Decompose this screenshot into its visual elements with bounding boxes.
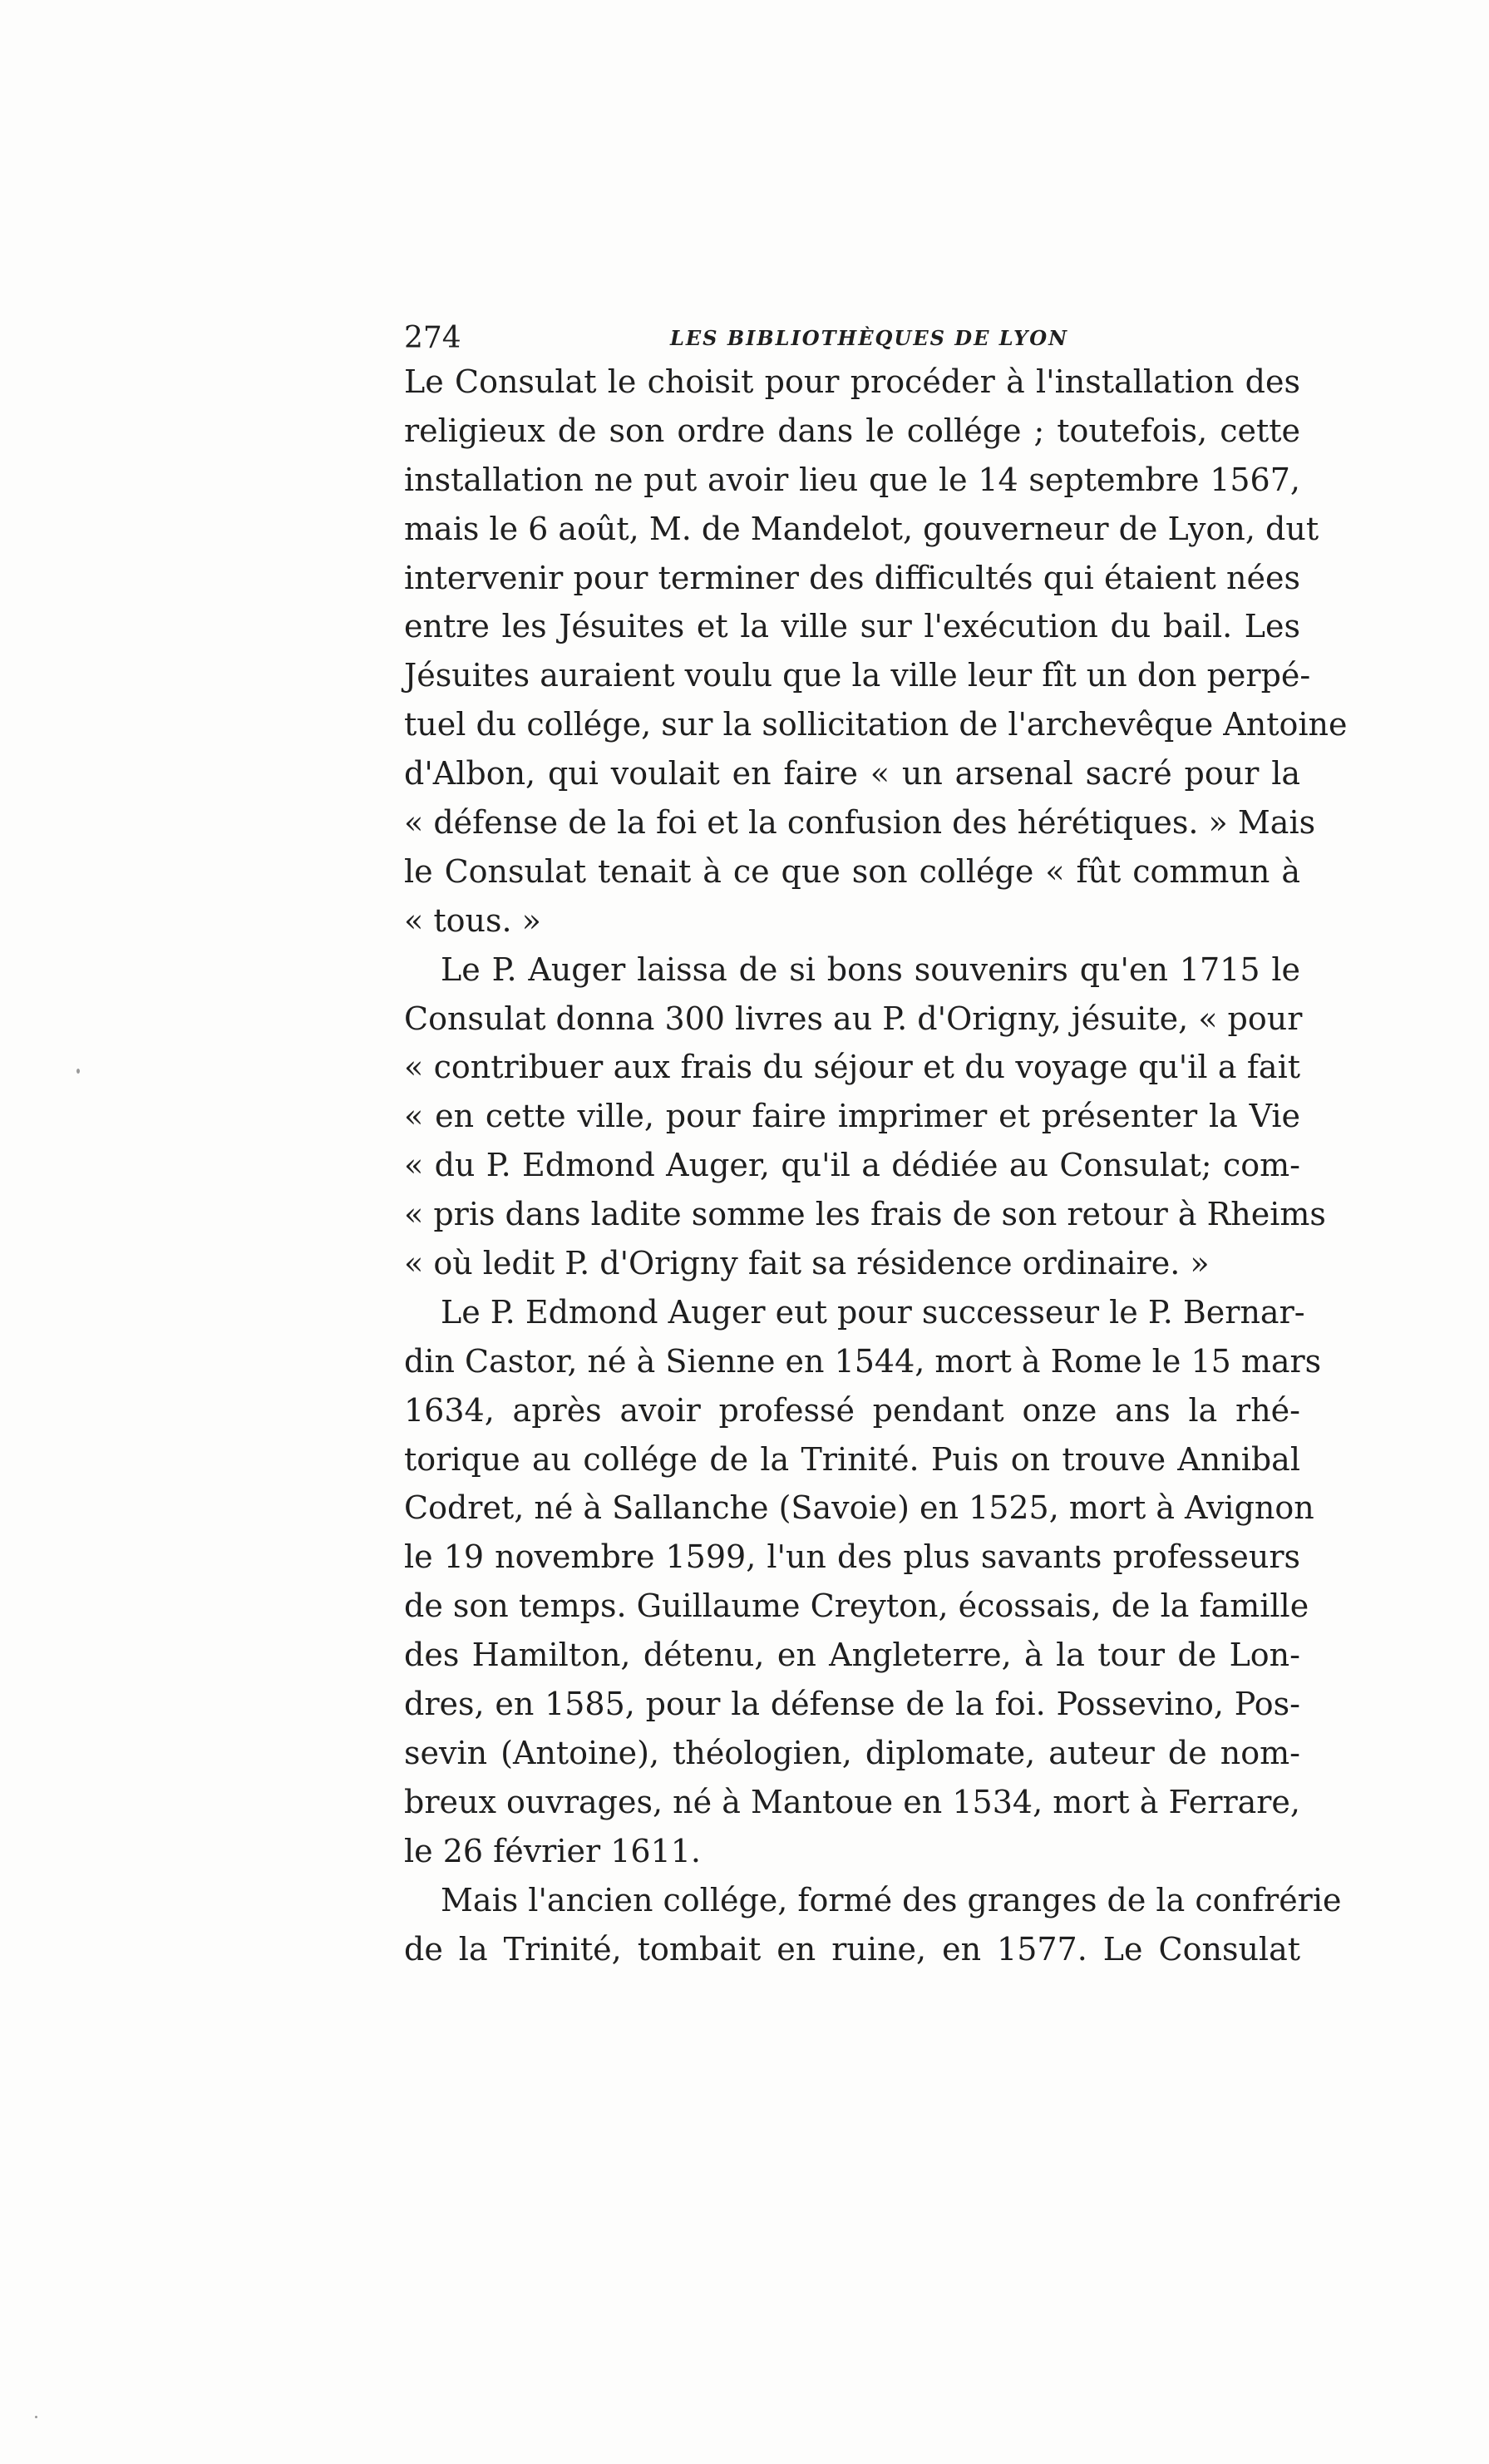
text-line: « en cette ville, pour faire imprimer et présenter la Vie	[404, 1098, 1300, 1135]
scan-speck	[35, 2416, 37, 2418]
paragraph	[404, 358, 1348, 946]
text-line: Le P. Edmond Auger eut pour successeur le P. Bernar-	[441, 1293, 1305, 1331]
text-line: « tous. »	[404, 901, 541, 939]
text-line: religieux de son ordre dans le collége ; toutefois, cette	[404, 412, 1300, 449]
text-line: le Consulat tenait à ce que son collége « fût commun à	[404, 852, 1300, 890]
running-title: LES BIBLIOTHÈQUES DE LYON	[670, 326, 1069, 350]
text-line: installation ne put avoir lieu que le 14 septembre 1567,	[404, 461, 1300, 498]
text-line: « du P. Edmond Auger, qu'il a dédiée au Consulat; com-	[404, 1147, 1300, 1184]
text-line: din Castor, né à Sienne en 1544, mort à Rome le 15 mars	[404, 1342, 1322, 1380]
text-line: entre les Jésuites et la ville sur l'exécution du bail. Les	[404, 608, 1300, 645]
text-line: Consulat donna 300 livres au P. d'Origny, jésuite, « pour	[404, 1000, 1303, 1037]
text-line: « pris dans ladite somme les frais de son retour à Rheims	[404, 1196, 1326, 1233]
page-number: 274	[404, 321, 461, 355]
text-line: de la Trinité, tombait en ruine, en 1577. Le Consulat	[404, 1930, 1300, 1968]
text-line: torique au collége de la Trinité. Puis on trouve Annibal	[404, 1440, 1300, 1478]
text-line: « défense de la foi et la confusion des hérétiques. » Mais	[404, 804, 1316, 842]
text-line: des Hamilton, détenu, en Angleterre, à la tour de Lon-	[404, 1637, 1300, 1674]
paragraph	[404, 1876, 1342, 1974]
scan-speck	[76, 1069, 80, 1074]
text-line: Le Consulat le choisit pour procéder à l'installation des	[404, 363, 1300, 400]
text-line: de son temps. Guillaume Creyton, écossais, de la famille	[404, 1588, 1309, 1625]
text-line: Codret, né à Sallanche (Savoie) en 1525, mort à Avignon	[404, 1489, 1314, 1527]
body-text	[404, 358, 1348, 1973]
text-line: tuel du collége, sur la sollicitation de l'archevêque Antoine	[404, 706, 1348, 743]
page-header	[404, 318, 1300, 358]
text-line: Mais l'ancien collége, formé des granges de la confrérie	[441, 1881, 1342, 1918]
text-line: breux ouvrages, né à Mantoue en 1534, mort à Ferrare,	[404, 1783, 1300, 1820]
text-line: 1634, après avoir professé pendant onze ans la rhé-	[404, 1391, 1300, 1429]
text-line: dres, en 1585, pour la défense de la foi. Possevino, Pos-	[404, 1686, 1300, 1723]
text-line: le 26 février 1611.	[404, 1832, 702, 1869]
text-line: « contribuer aux frais du séjour et du voyage qu'il a fait	[404, 1049, 1300, 1086]
text-line: Le P. Auger laissa de si bons souvenirs qu'en 1715 le	[441, 951, 1300, 988]
text-line: d'Albon, qui voulait en faire « un arsenal sacré pour la	[404, 755, 1300, 793]
paragraph	[404, 1288, 1322, 1876]
text-line: intervenir pour terminer des difficultés qui étaient nées	[404, 559, 1300, 596]
text-line: mais le 6 août, M. de Mandelot, gouverneur de Lyon, dut	[404, 510, 1319, 547]
text-line: « où ledit P. d'Origny fait sa résidence ordinaire. »	[404, 1245, 1210, 1282]
text-line: sevin (Antoine), théologien, diplomate, auteur de nom-	[404, 1734, 1300, 1771]
text-line: le 19 novembre 1599, l'un des plus savants professeurs	[404, 1538, 1300, 1576]
text-line: Jésuites auraient voulu que la ville leur fît un don perpé-	[404, 657, 1311, 694]
paragraph	[404, 946, 1326, 1288]
